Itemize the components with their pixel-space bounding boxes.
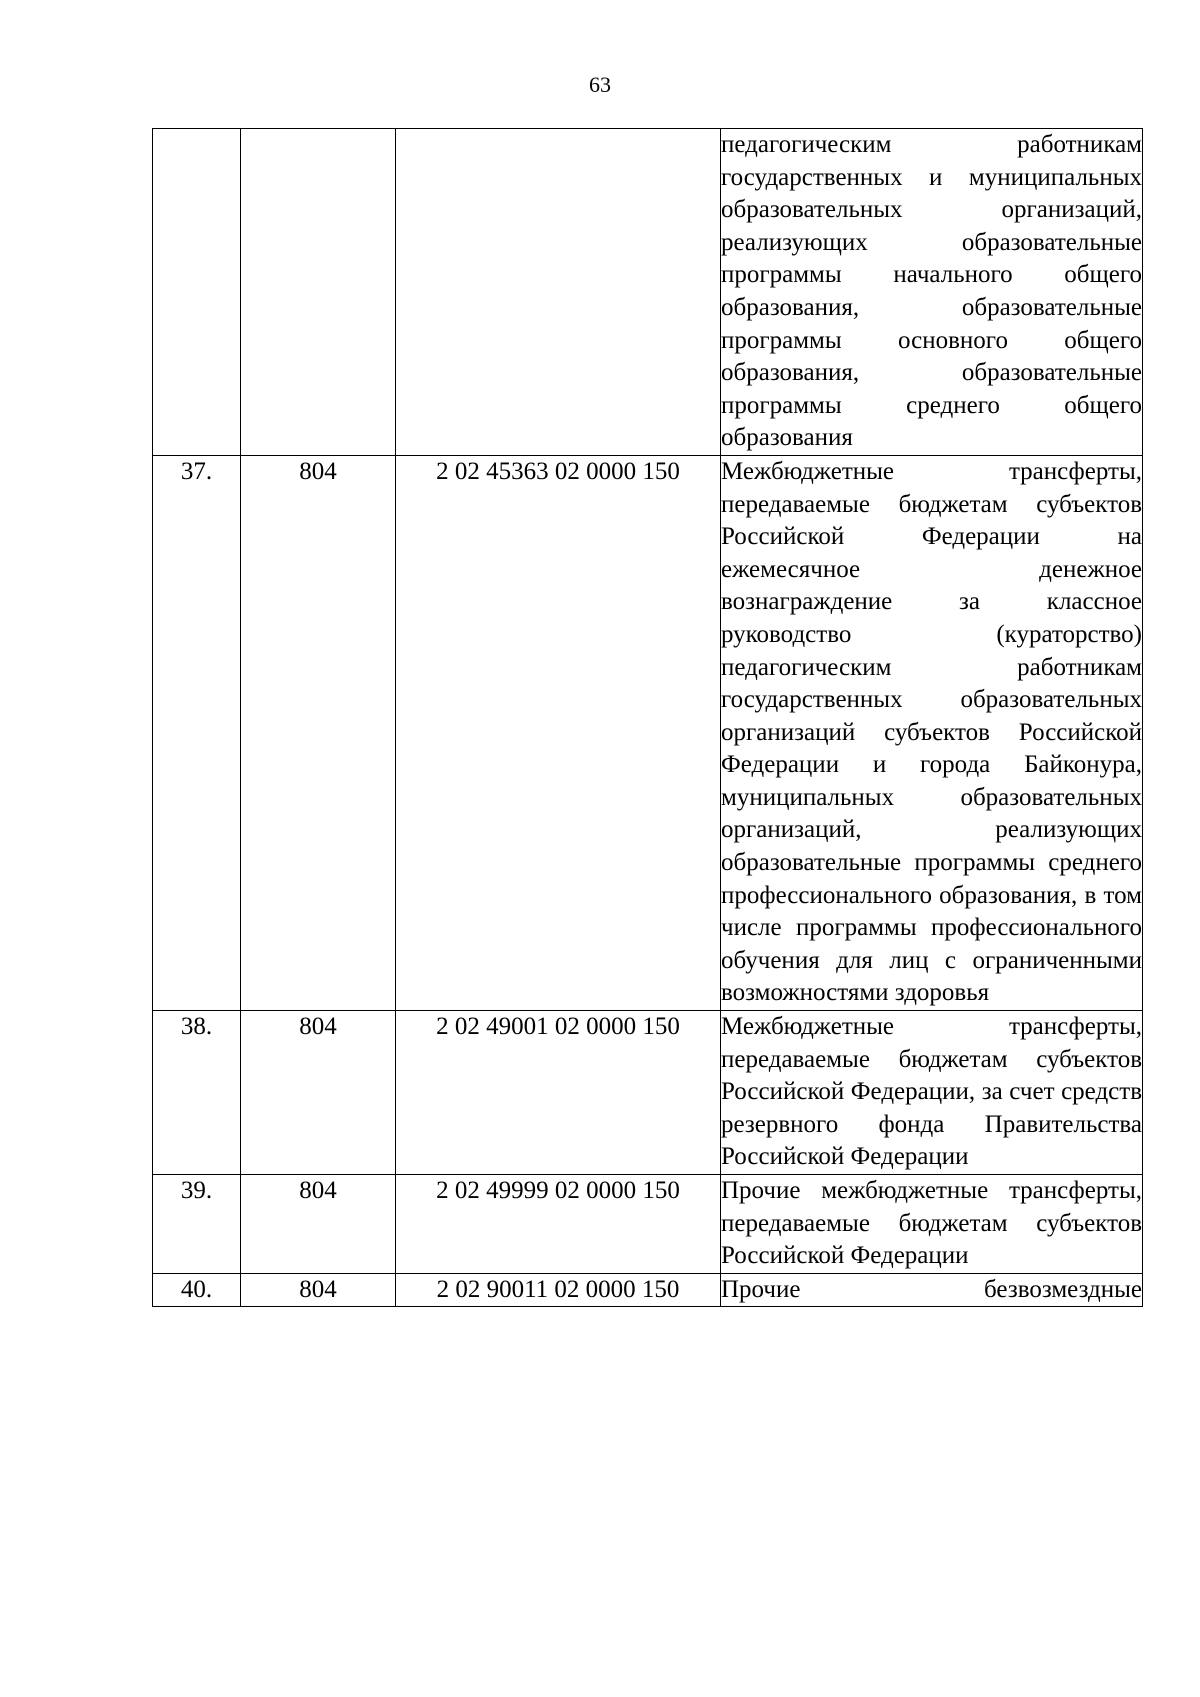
description-cell bbox=[721, 1273, 1143, 1307]
description-text: Межбюджетные трансферты, передаваемые бюджетам субъектов Российской Федерации на ежемесячное денежное вознаграждение за классное руководство (кураторство) педагогическим работникам государственных образовательных организаций субъектов Российской Федерации и города Байконура, муниципальных образовательных организаций, реализующих образовательные программы среднего профессионального образования, в том числе программы профессионального обучения для лиц с ограниченными возможностями здоровья bbox=[721, 457, 1142, 1007]
table-row bbox=[153, 1175, 1143, 1274]
table-row bbox=[153, 1011, 1143, 1175]
admin-code-cell: 804 bbox=[241, 1011, 396, 1175]
page-number: 63 bbox=[589, 72, 611, 97]
description-text: Прочие межбюджетные трансферты, передаваемые бюджетам субъектов Российской Федерации bbox=[721, 1177, 1142, 1270]
budget-code-cell bbox=[396, 129, 721, 456]
row-number-cell: 40. bbox=[153, 1273, 241, 1307]
description-cell bbox=[721, 129, 1143, 456]
description-cell bbox=[721, 455, 1143, 1010]
budget-code-cell: 2 02 49001 02 0000 150 bbox=[396, 1011, 721, 1175]
description-text: Прочие безвозмездные bbox=[721, 1275, 1142, 1303]
admin-code-cell bbox=[241, 129, 396, 456]
budget-code-cell: 2 02 45363 02 0000 150 bbox=[396, 455, 721, 1010]
row-number-cell: 37. bbox=[153, 455, 241, 1010]
table-row bbox=[153, 455, 1143, 1010]
table-row bbox=[153, 129, 1143, 456]
description-cell bbox=[721, 1175, 1143, 1274]
row-number-cell bbox=[153, 129, 241, 456]
row-number-cell: 38. bbox=[153, 1011, 241, 1175]
budget-code-cell: 2 02 90011 02 0000 150 bbox=[396, 1273, 721, 1307]
admin-code-cell: 804 bbox=[241, 455, 396, 1010]
description-text: Межбюджетные трансферты, передаваемые бюджетам субъектов Российской Федерации, за счет средств резервного фонда Правительства Российской Федерации bbox=[721, 1013, 1142, 1171]
row-number-cell: 39. bbox=[153, 1175, 241, 1274]
budget-revenue-table bbox=[152, 128, 1143, 1307]
admin-code-cell: 804 bbox=[241, 1273, 396, 1307]
admin-code-cell: 804 bbox=[241, 1175, 396, 1274]
table-row bbox=[153, 1273, 1143, 1307]
description-cell bbox=[721, 1011, 1143, 1175]
budget-code-cell: 2 02 49999 02 0000 150 bbox=[396, 1175, 721, 1274]
description-text: педагогическим работникам государственных и муниципальных образовательных организаций, реализующих образовательные программы начального общего образования, образовательные программы основного общего образования, образовательные программы среднего общего образования bbox=[721, 131, 1142, 452]
